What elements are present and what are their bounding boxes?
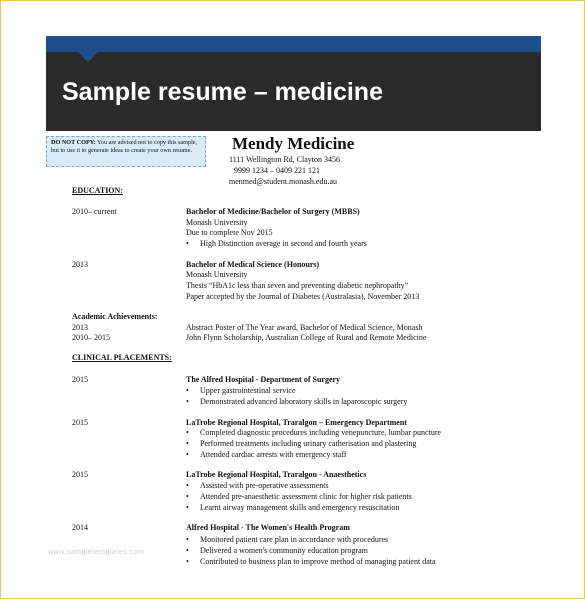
bullet-icon: • xyxy=(186,535,189,544)
placement-bullet-text: Attended pre-anaesthetic assessment clinic for higher risk patients xyxy=(200,492,412,501)
do-not-copy-notice xyxy=(46,136,206,167)
placement-bullet-text: Learnt airway management skills and emergency resuscitation xyxy=(200,503,400,512)
edu-bullet xyxy=(186,239,367,248)
placement-bullet xyxy=(186,386,296,395)
title-banner xyxy=(46,52,541,131)
placement-bullet-text: Contributed to business plan to improve method of managing patient data xyxy=(200,557,436,566)
placement-bullet xyxy=(186,503,399,512)
achievement-text: John Flynn Scholarship, Australian College of Rural and Remote Medicine xyxy=(186,333,427,342)
placement-date: 2015 xyxy=(72,470,88,479)
placement-bullet xyxy=(186,492,412,501)
placement-bullet-text: Attended cardiac arrests with emergency staff xyxy=(200,450,347,459)
bullet-icon: • xyxy=(186,492,189,501)
achievement-date: 2013 xyxy=(72,323,88,332)
clinical-heading: CLINICAL PLACEMENTS: xyxy=(72,353,172,362)
placement-bullet-text: Performed treatments including urinary catherisation and plastering xyxy=(200,439,417,448)
edu-date: 2013 xyxy=(72,260,88,269)
placement-bullet-text: Upper gastrointestinal service xyxy=(200,386,296,395)
resume-name: Mendy Medicine xyxy=(232,134,355,153)
placement-bullet-text: Assisted with pre-operative assessments xyxy=(200,481,329,490)
edu-date: 2010– current xyxy=(72,207,117,216)
contact-phone: 9999 1234 – 0409 221 121 xyxy=(234,166,320,175)
edu-title: Bachelor of Medicine/Bachelor of Surgery (MBBS) xyxy=(186,207,360,216)
placement-title: Alfred Hospital - The Women's Health Program xyxy=(186,523,350,532)
contact-email: menmed@student.monash.edu.au xyxy=(229,177,338,186)
edu-line: Due to complete Nov 2015 xyxy=(186,228,273,237)
contact-address: 1111 Wellington Rd, Clayton 3456 xyxy=(229,155,340,164)
bullet-icon: • xyxy=(186,481,189,490)
placement-bullet xyxy=(186,428,441,437)
placement-bullet xyxy=(186,450,347,459)
placement-bullet-text: Demonstrated advanced laboratory skills in laparoscopic surgery xyxy=(200,397,408,406)
achievement-text: Abstract Poster of The Year award, Bachelor of Medical Science, Monash xyxy=(186,323,423,332)
placement-title: LaTrobe Regional Hospital, Traralgon - Anaesthetics xyxy=(186,470,367,479)
bullet-icon: • xyxy=(186,503,189,512)
bullet-icon: • xyxy=(186,546,189,555)
placement-date: 2014 xyxy=(72,523,88,532)
top-accent-bar xyxy=(46,36,541,52)
placement-date: 2015 xyxy=(72,418,88,427)
bullet-icon: • xyxy=(186,239,189,248)
bullet-icon: • xyxy=(186,386,189,395)
edu-bullet-text: High Distinction average in second and fourth years xyxy=(200,239,367,248)
achievement-date: 2010– 2015 xyxy=(72,333,110,342)
edu-line: Paper accepted by the Journal of Diabetes (Australasia), November 2013 xyxy=(186,292,420,301)
placement-bullet-text: Monitored patient care plan in accordance with procedures xyxy=(200,535,389,544)
placement-bullet-text: Delivered a women's community education program xyxy=(200,546,368,555)
bullet-icon: • xyxy=(186,439,189,448)
placement-title: The Alfred Hospital - Department of Surgery xyxy=(186,375,341,384)
placement-bullet xyxy=(186,481,329,490)
placement-bullet-text: Completed diagnostic procedures including venepuncture, lumbar puncture xyxy=(200,428,442,437)
education-heading: EDUCATION: xyxy=(72,186,123,195)
edu-line: Thesis “HbA1c less than seven and preventing diabetic nephropathy” xyxy=(186,281,409,290)
edu-line: Monash University xyxy=(186,270,248,279)
placement-bullet xyxy=(186,439,416,448)
watermark: www.sampletemplates.com xyxy=(48,549,145,556)
bullet-icon: • xyxy=(186,557,189,566)
bullet-icon: • xyxy=(186,450,189,459)
placement-title: LaTrobe Regional Hospital, Traralgon – Emergency Department xyxy=(186,418,407,427)
placement-date: 2015 xyxy=(72,375,88,384)
bullet-icon: • xyxy=(186,397,189,406)
placement-bullet xyxy=(186,535,388,544)
edu-title: Bachelor of Medical Science (Honours) xyxy=(186,260,320,269)
placement-bullet xyxy=(186,557,436,566)
notice-bold-label: DO NOT COPY: xyxy=(51,139,96,146)
placement-bullet xyxy=(186,546,368,555)
placement-bullet xyxy=(186,397,407,406)
page-title: Sample resume – medicine xyxy=(62,78,383,106)
notice-text: You are advised not to copy this sample, but to use it to generate ideas to create your own resume. xyxy=(51,139,198,154)
accent-notch xyxy=(78,52,98,62)
edu-line: Monash University xyxy=(186,218,248,227)
achievements-label: Academic Achievements: xyxy=(72,312,158,321)
bullet-icon: • xyxy=(186,428,189,437)
